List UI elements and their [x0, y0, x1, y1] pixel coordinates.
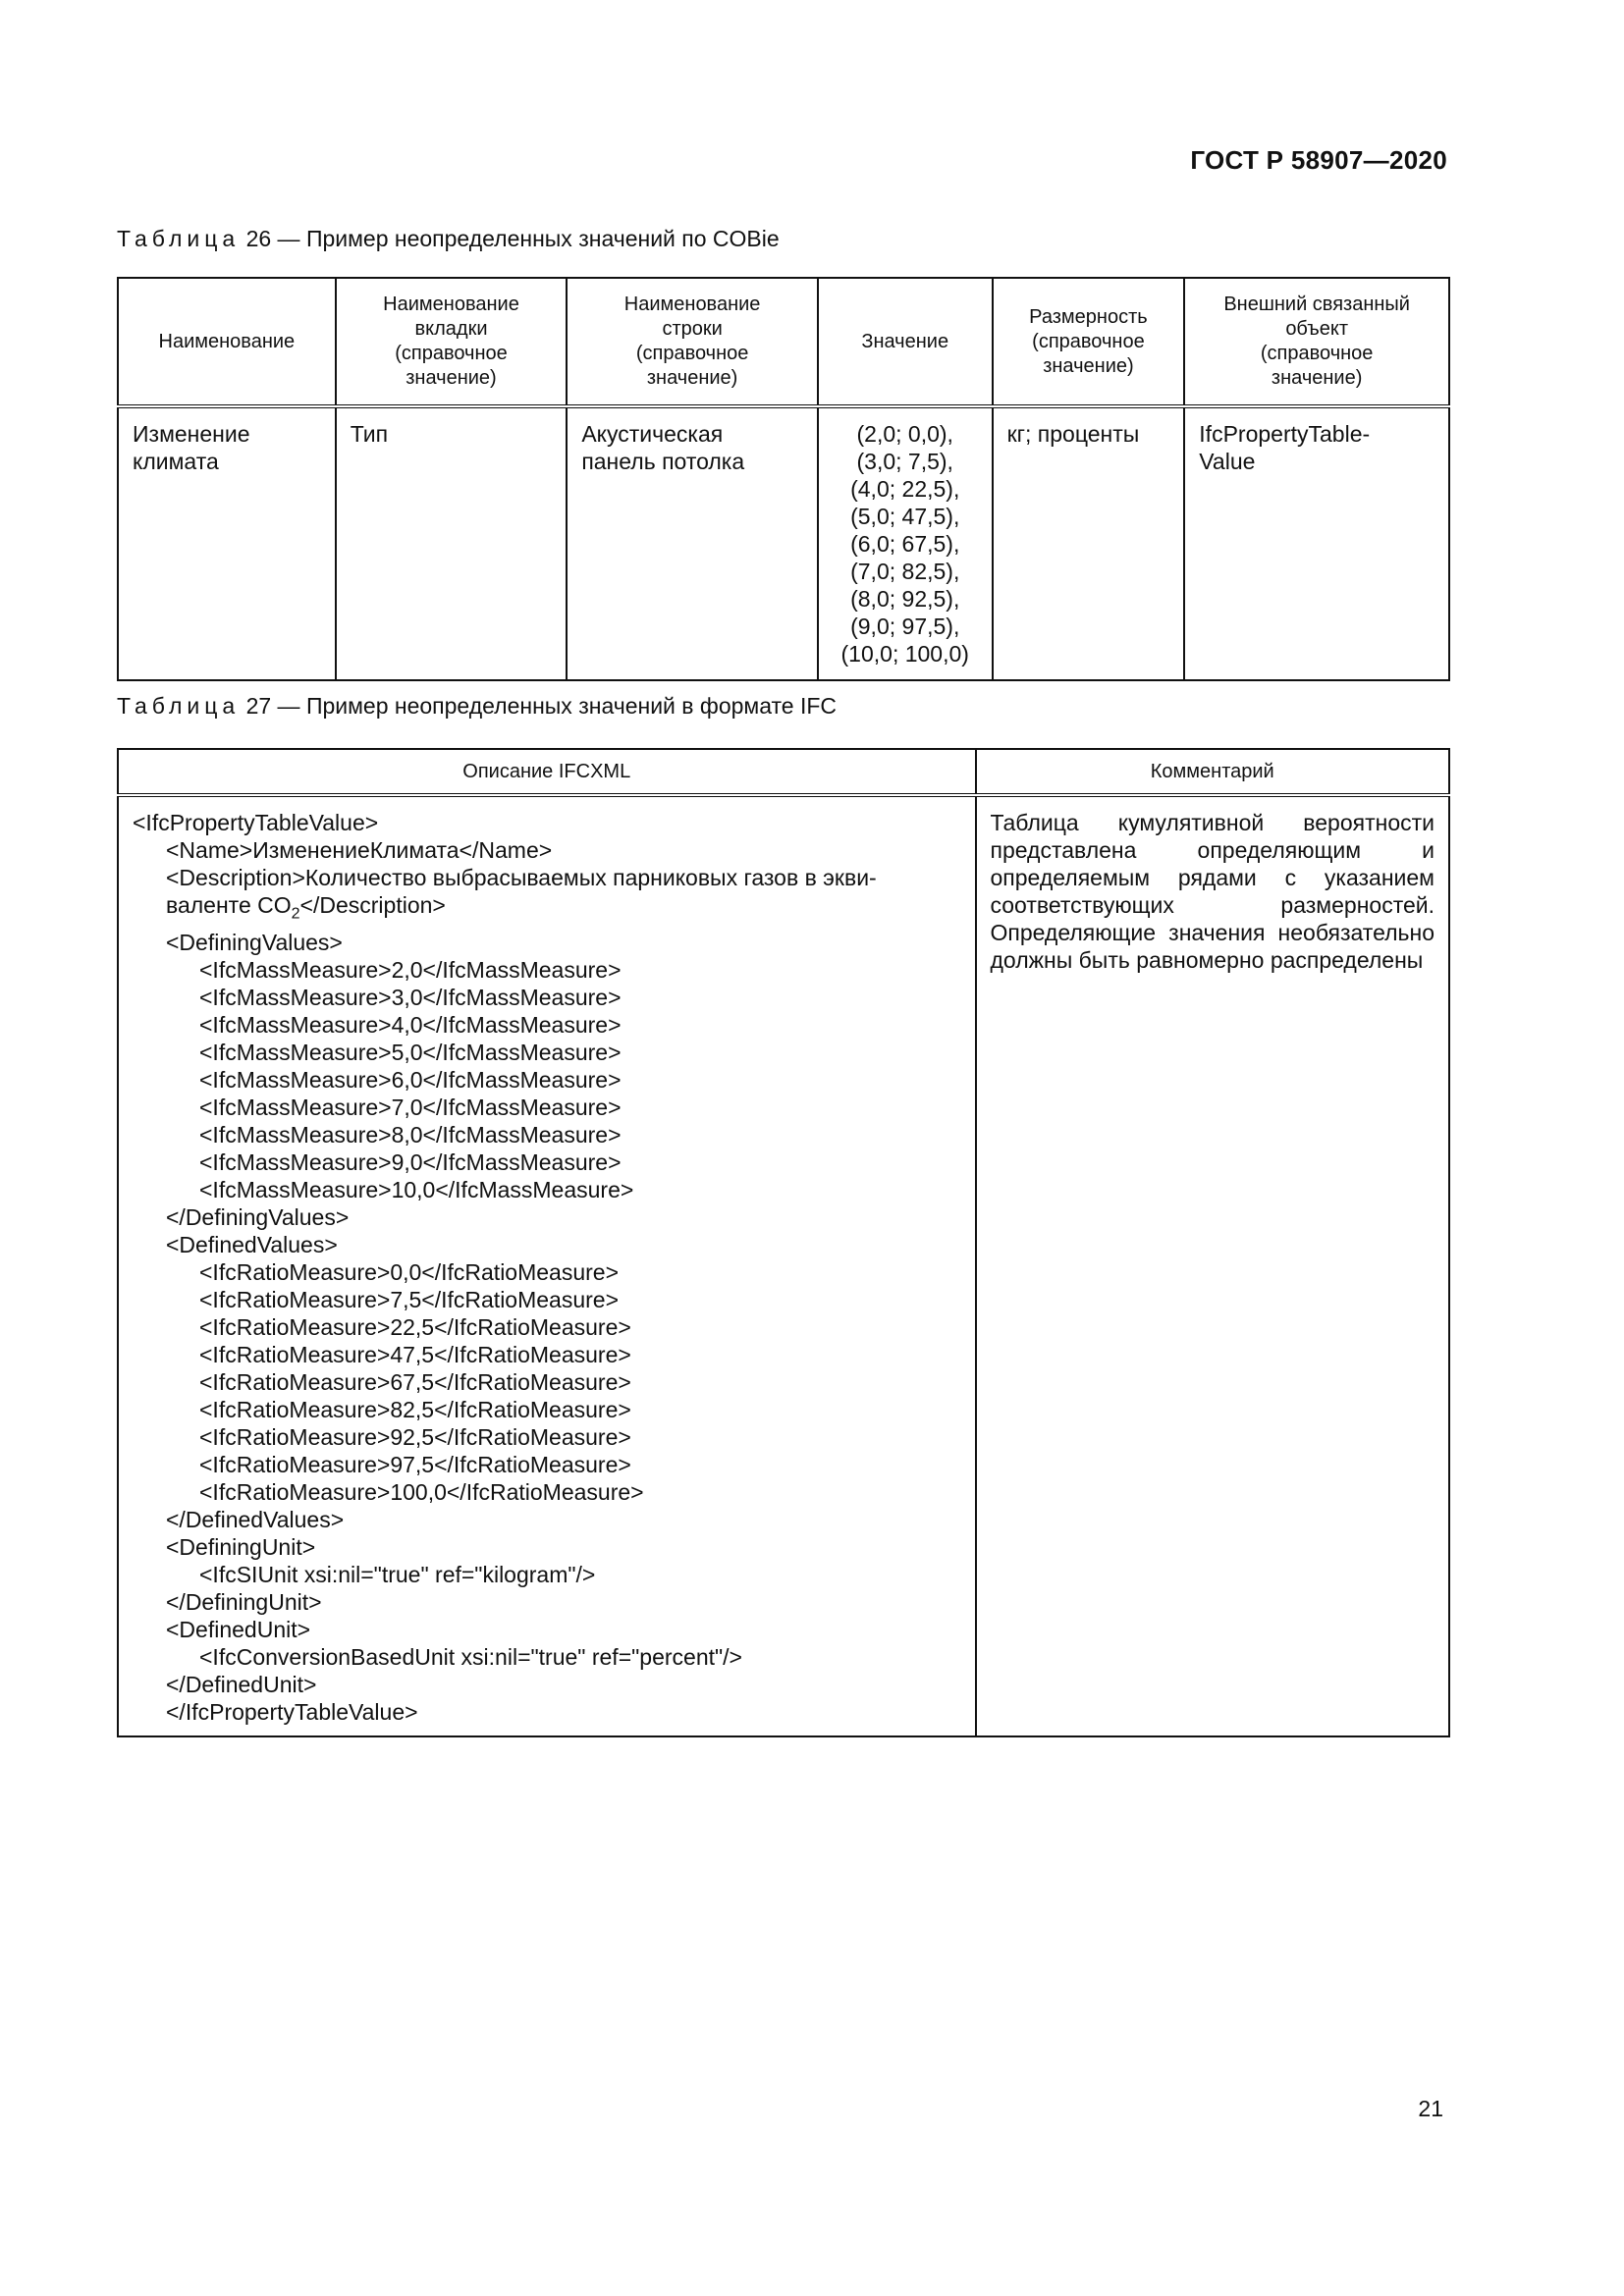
- page-number: 21: [1418, 2096, 1443, 2121]
- code-line: </DefinedValues>: [166, 1506, 345, 1532]
- header-ifcxml: Описание IFCXML: [118, 749, 976, 795]
- code-line: <IfcMassMeasure>7,0</IfcMassMeasure>: [199, 1094, 622, 1120]
- code-line: <IfcMassMeasure>3,0</IfcMassMeasure>: [199, 984, 622, 1010]
- code-line: <DefiningUnit>: [166, 1533, 316, 1560]
- code-line: <DefinedUnit>: [166, 1616, 311, 1642]
- table-26-caption-text: 26 — Пример неопределенных значений по COBie: [240, 226, 780, 251]
- code-line: <IfcMassMeasure>10,0</IfcMassMeasure>: [199, 1176, 634, 1202]
- code-line: <IfcRatioMeasure>47,5</IfcRatioMeasure>: [199, 1341, 631, 1367]
- table-27-caption-text: 27 — Пример неопределенных значений в формате IFC: [240, 693, 838, 719]
- table-27-header-row: [118, 749, 1449, 795]
- code-line: <IfcPropertyTableValue>: [133, 810, 379, 835]
- code-line: <IfcRatioMeasure>22,5</IfcRatioMeasure>: [199, 1313, 631, 1340]
- code-line: <IfcRatioMeasure>82,5</IfcRatioMeasure>: [199, 1396, 631, 1422]
- code-line: <DefinedValues>: [166, 1231, 338, 1257]
- header-comment: Комментарий: [976, 749, 1450, 795]
- code-line: </DefinedUnit>: [166, 1671, 317, 1697]
- code-line: <IfcMassMeasure>6,0</IfcMassMeasure>: [199, 1066, 622, 1093]
- header-unit: Размерность (справочное значение): [993, 278, 1185, 406]
- header-external-object: Внешний связанный объект (справочное значение): [1184, 278, 1449, 406]
- table-26: [117, 277, 1450, 681]
- table-26-caption-word: Таблица: [117, 226, 241, 251]
- table-26-caption: [117, 226, 780, 252]
- table-26-header-row: [118, 278, 1449, 406]
- code-line: <Name>ИзменениеКлимата</Name>: [166, 837, 553, 863]
- code-line: <IfcRatioMeasure>97,5</IfcRatioMeasure>: [199, 1451, 631, 1477]
- table-27-caption-word: Таблица: [117, 693, 241, 719]
- code-line: <IfcRatioMeasure>0,0</IfcRatioMeasure>: [199, 1258, 620, 1285]
- code-line: </IfcPropertyTableValue>: [166, 1698, 418, 1725]
- code-line: <IfcMassMeasure>4,0</IfcMassMeasure>: [199, 1011, 622, 1038]
- comment-text: Таблица кумулятивной вероятности представлена определяющим и определяемым рядами с указанием соответствующих размерностей. Определяющие значения необязательно должны быть равномерно распределены: [976, 795, 1450, 1736]
- header-sheet: Наименование вкладки (справочное значение): [336, 278, 568, 406]
- code-line: </DefiningUnit>: [166, 1588, 322, 1615]
- cell-unit: кг; проценты: [993, 406, 1185, 680]
- code-line: </DefiningValues>: [166, 1203, 350, 1230]
- header-name: Наименование: [118, 278, 336, 406]
- cell-row-name: Акустическая панель потолка: [567, 406, 818, 680]
- code-line: <IfcConversionBasedUnit xsi:nil="true" ref="percent"/>: [199, 1643, 742, 1670]
- code-line: <IfcMassMeasure>9,0</IfcMassMeasure>: [199, 1148, 622, 1175]
- table-row: [118, 406, 1449, 680]
- code-line: <IfcRatioMeasure>7,5</IfcRatioMeasure>: [199, 1286, 620, 1312]
- cell-values: (2,0; 0,0), (3,0; 7,5), (4,0; 22,5), (5,0; 47,5), (6,0; 67,5), (7,0; 82,5), (8,0; 92,5), (9,0; 97,5), (10,0; 100,0): [818, 406, 993, 680]
- table-row: [118, 795, 1449, 1736]
- cell-external-object: IfcPropertyTable- Value: [1184, 406, 1449, 680]
- code-line: <IfcRatioMeasure>67,5</IfcRatioMeasure>: [199, 1368, 631, 1395]
- table-27: [117, 748, 1450, 1737]
- header-row-name: Наименование строки (справочное значение): [567, 278, 818, 406]
- code-line: <IfcMassMeasure>8,0</IfcMassMeasure>: [199, 1121, 622, 1148]
- code-line: валенте $CO_2</Description>$: [166, 892, 446, 923]
- standard-designation: ГОСТ Р 58907—2020: [1190, 145, 1447, 175]
- ifcxml-code: [118, 795, 976, 1736]
- code-line: <IfcMassMeasure>5,0</IfcMassMeasure>: [199, 1039, 622, 1065]
- code-line: <Description>Количество выбрасываемых парниковых газов в экви-: [166, 865, 877, 890]
- code-line: <DefiningValues>: [166, 929, 343, 955]
- table-27-caption: [117, 693, 837, 720]
- code-line: <IfcRatioMeasure>100,0</IfcRatioMeasure>: [199, 1478, 644, 1505]
- code-line: <IfcSIUnit xsi:nil="true" ref="kilogram"/>: [199, 1561, 596, 1587]
- cell-name: Изменение климата: [118, 406, 336, 680]
- header-value: Значение: [818, 278, 993, 406]
- code-line: <IfcRatioMeasure>92,5</IfcRatioMeasure>: [199, 1423, 631, 1450]
- code-line: <IfcMassMeasure>2,0</IfcMassMeasure>: [199, 956, 622, 983]
- cell-sheet: Тип: [336, 406, 568, 680]
